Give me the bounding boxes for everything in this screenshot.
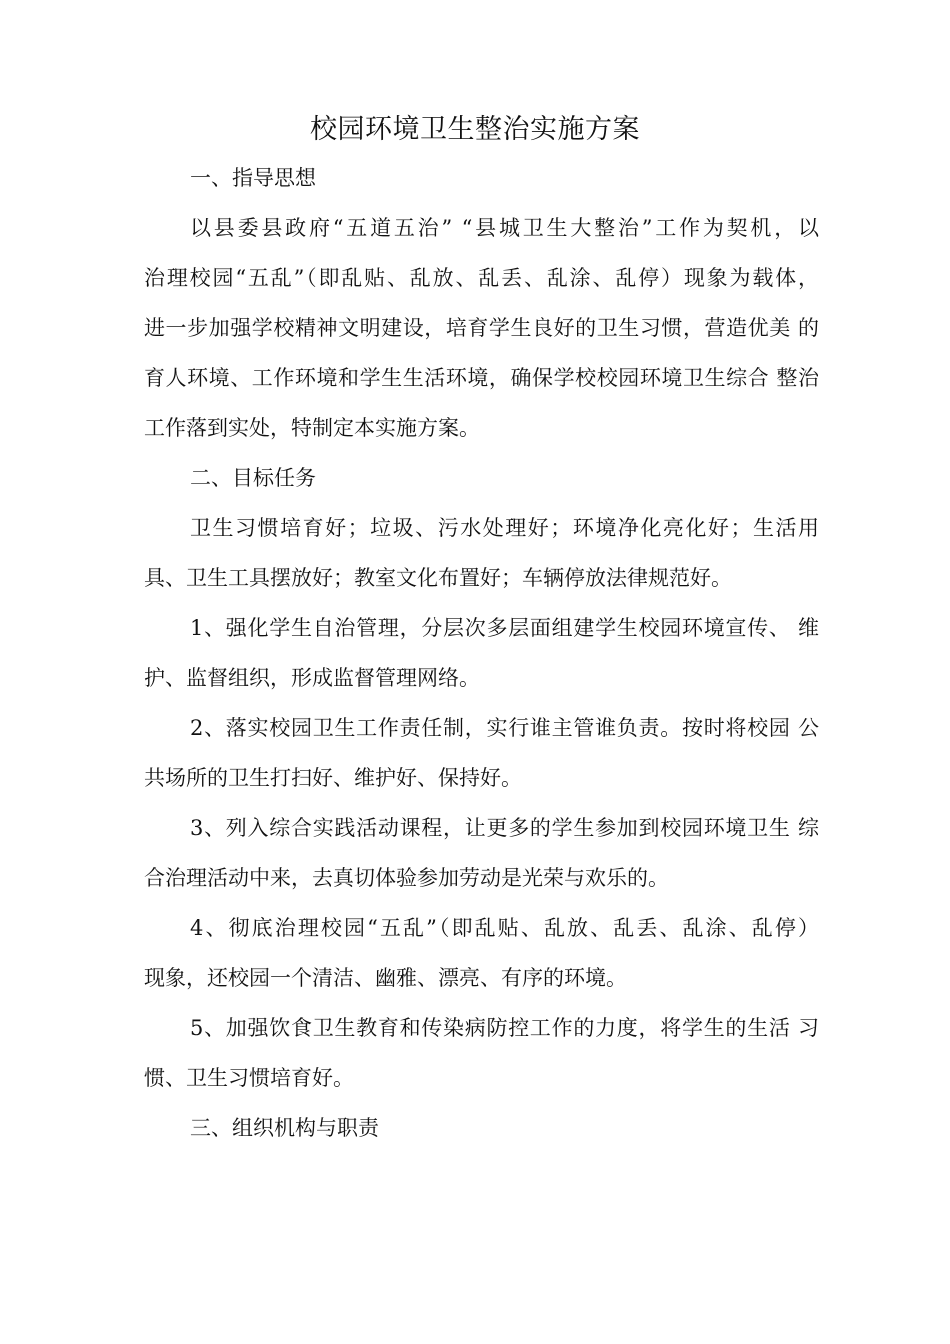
paragraph-line: 治理校园“五乱”（即乱贴、乱放、乱丢、乱涂、乱停）现象为载体， bbox=[144, 266, 819, 290]
list-item-line: 5、加强饮食卫生教育和传染病防控工作的力度，将学生的生活 习 bbox=[190, 1016, 819, 1040]
list-item-line: 共场所的卫生打扫好、维护好、保持好。 bbox=[144, 766, 522, 790]
list-item-line: 2、落实校园卫生工作责任制，实行谁主管谁负责。按时将校园 公 bbox=[190, 716, 819, 740]
section-heading-organization: 三、组织机构与职责 bbox=[190, 1116, 379, 1140]
paragraph-line: 工作落到实处，特制定本实施方案。 bbox=[144, 416, 480, 440]
list-item-line: 4、彻底治理校园“五乱”（即乱贴、乱放、乱丢、乱涂、乱停） bbox=[190, 916, 819, 940]
document-title: 校园环境卫生整治实施方案 bbox=[310, 114, 640, 145]
list-item-line: 合治理活动中来，去真切体验参加劳动是光荣与欢乐的。 bbox=[144, 866, 669, 890]
list-item-line: 3、列入综合实践活动课程，让更多的学生参加到校园环境卫生 综 bbox=[190, 816, 819, 840]
list-item-line: 1、强化学生自治管理，分层次多层面组建学生校园环境宣传、 维 bbox=[190, 616, 819, 640]
paragraph-line: 进一步加强学校精神文明建设，培育学生良好的卫生习惯，营造优美 的 bbox=[144, 316, 819, 340]
list-item-line: 护、监督组织，形成监督管理网络。 bbox=[144, 666, 480, 690]
paragraph-line: 具、卫生工具摆放好；教室文化布置好；车辆停放法律规范好。 bbox=[144, 566, 732, 590]
section-heading-guiding-ideology: 一、指导思想 bbox=[190, 166, 316, 190]
paragraph-line: 以县委县政府“五道五治” “县城卫生大整治”工作为契机，以 bbox=[190, 216, 819, 240]
list-item-line: 惯、卫生习惯培育好。 bbox=[144, 1066, 354, 1090]
list-item-line: 现象，还校园一个清洁、幽雅、漂亮、有序的环境。 bbox=[144, 966, 627, 990]
paragraph-line: 卫生习惯培育好；垃圾、污水处理好；环境净化亮化好；生活用 bbox=[190, 516, 819, 540]
paragraph-line: 育人环境、工作环境和学生生活环境，确保学校校园环境卫生综合 整治 bbox=[144, 366, 819, 390]
section-heading-goals: 二、目标任务 bbox=[190, 466, 316, 490]
